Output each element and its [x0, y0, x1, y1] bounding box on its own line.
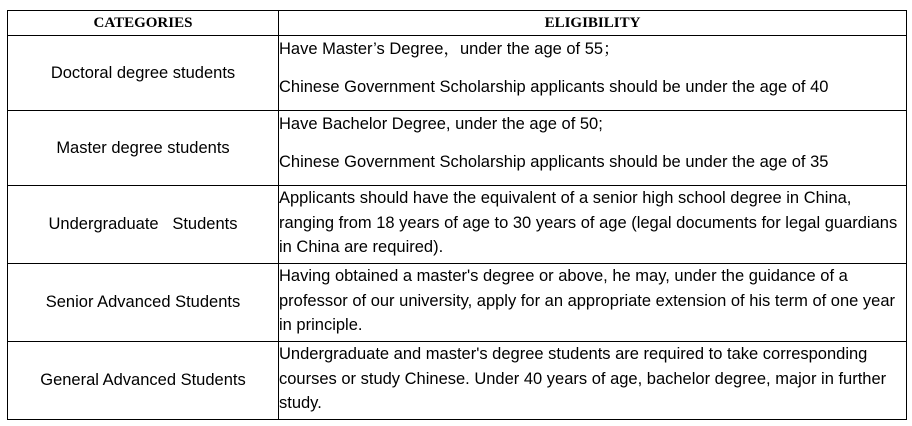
category-cell: Doctoral degree students — [8, 36, 279, 111]
header-row — [8, 11, 907, 36]
eligibility-table — [7, 10, 907, 420]
eligibility-line: Have Bachelor Degree, under the age of 50; — [279, 115, 603, 133]
category-cell: Senior Advanced Students — [8, 264, 279, 342]
eligibility-cell — [279, 186, 907, 264]
eligibility-text: Having obtained a master's degree or above, he may, under the guidance of a professor of our university, apply for an appropriate extension of his term of one year in principle. — [279, 267, 896, 334]
header-categories: CATEGORIES — [8, 11, 279, 36]
eligibility-text: Undergraduate and master's degree students are required to take corresponding courses or study Chinese. Under 40 years of age, bachelor degree, major in further study. — [279, 345, 887, 412]
table-row — [8, 342, 907, 420]
category-cell: Undergraduate Students — [8, 186, 279, 264]
table-row — [8, 186, 907, 264]
eligibility-cell — [279, 342, 907, 420]
eligibility-line: Chinese Government Scholarship applicants should be under the age of 35 — [279, 153, 829, 171]
eligibility-line: Have Master’s Degree，under the age of 55； — [279, 40, 620, 58]
eligibility-line: Chinese Government Scholarship applicants should be under the age of 40 — [279, 78, 829, 96]
category-cell: General Advanced Students — [8, 342, 279, 420]
eligibility-cell — [279, 111, 907, 186]
header-eligibility: ELIGIBILITY — [279, 11, 907, 36]
eligibility-cell — [279, 264, 907, 342]
table-row — [8, 36, 907, 111]
category-cell: Master degree students — [8, 111, 279, 186]
eligibility-text: Applicants should have the equivalent of a senior high school degree in China, ranging from 18 years of age to 30 years of age (legal documents for legal guardians in China are required). — [279, 189, 898, 256]
table-row — [8, 111, 907, 186]
eligibility-cell — [279, 36, 907, 111]
table-row — [8, 264, 907, 342]
